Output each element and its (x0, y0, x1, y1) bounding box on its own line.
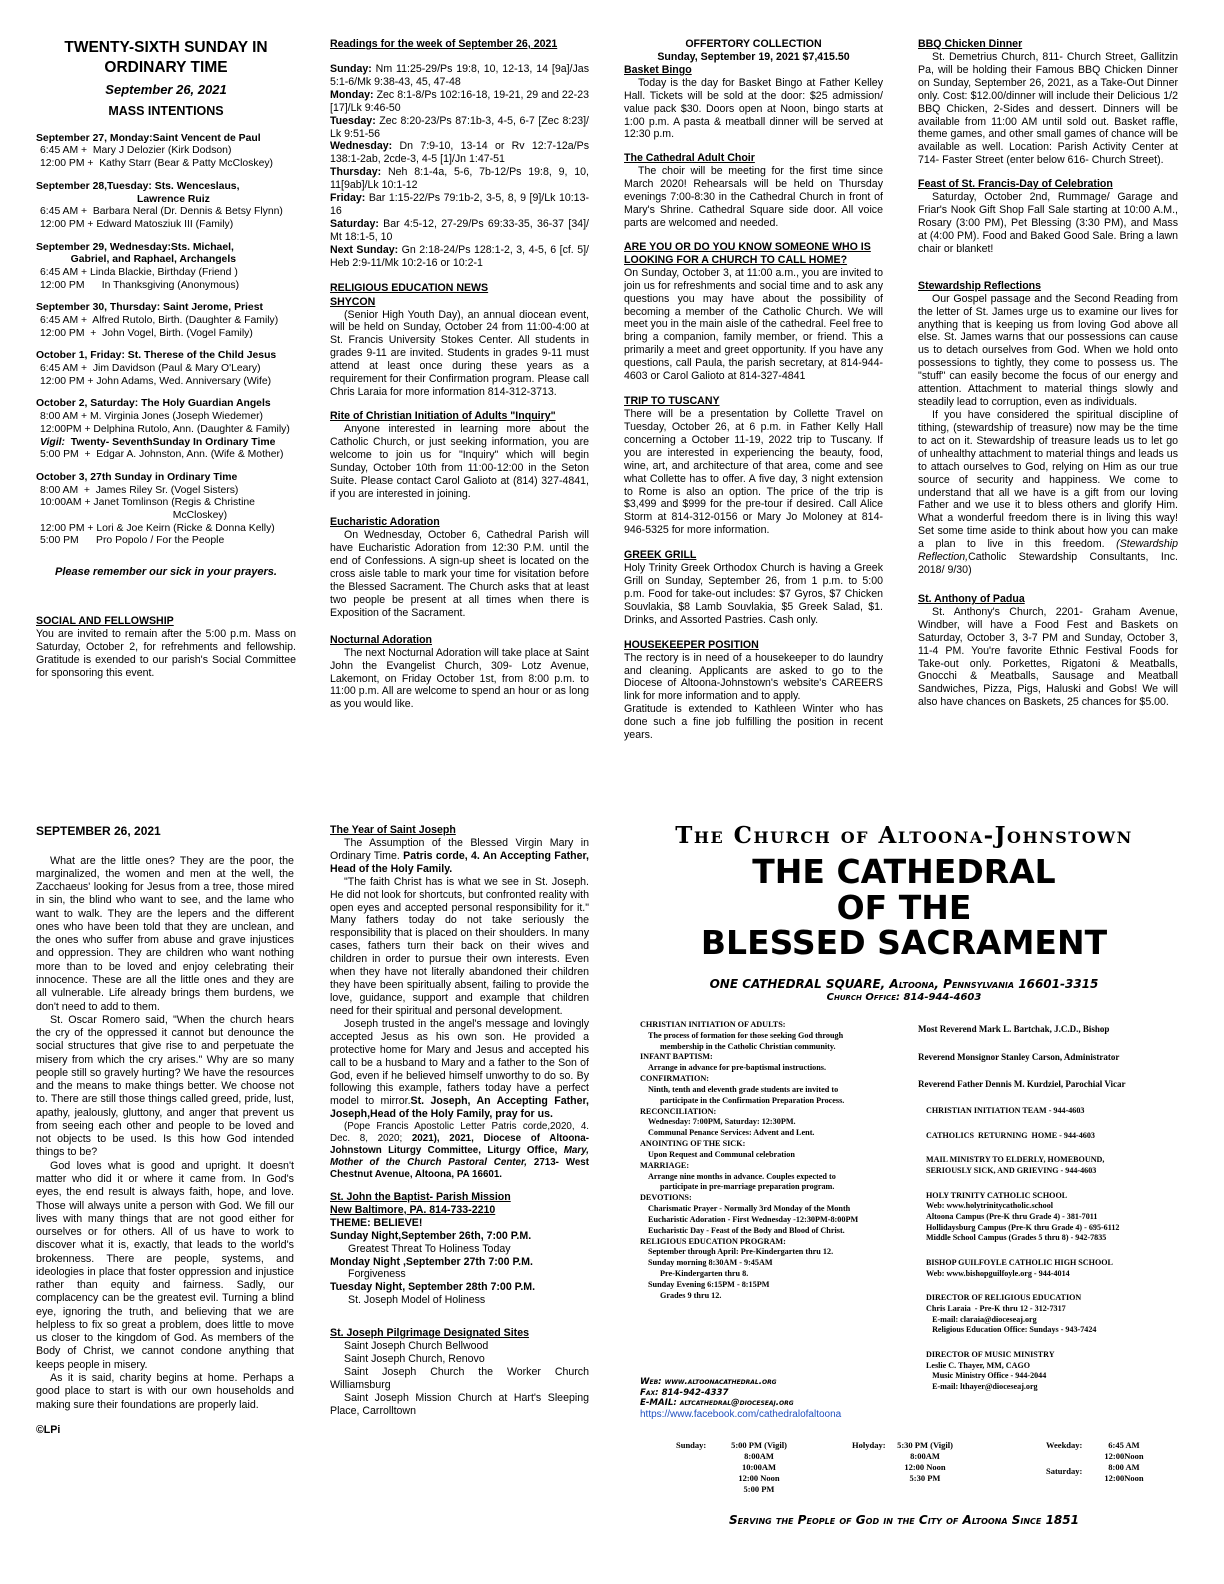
reflection-paragraph: What are the little ones? They are the poor, the marginalized, the women and men at the well, the Zacchaeus' looking for Jesus from a tree, those mired in sin, the blind who want to see, and the lame who want to walk. They are the lepers and the different ones who have been told that they are unclean, and the ones who suffer from abuse and grave injustices and oppression. They are children who want nothing more than to be loved and enjoy celebrating their innocence. These are all the little ones and they are all vulnerable. Life already brings them burdens, we don't need to add to them. (36, 854, 294, 1013)
housekeeper-heading: HOUSEKEEPER POSITION (624, 638, 759, 651)
mass-intention-line: 8:00 AM + James Riley Sr. (Vogel Sisters) (40, 484, 239, 496)
ministry-line: E-mail: claraia@dioceseaj.org (926, 1314, 1037, 1324)
shycon-body: (Senior High Youth Day), an annual diocean event, will be held on Sunday, October 24 from 11:00-4:00 at St. Francis University Stokes Center. All students in grades 9-11 are invited. Students in grades 9-11 must attend at least once during these years as a requirement for their Confirmation program. Please call Chris Laraia for more information 814-312-3713. (330, 308, 589, 399)
social-heading: SOCIAL AND FELLOWSHIP (36, 615, 174, 628)
reading-refs: Bar 4:5-12, 27-29/Ps 69:33-35, 36-37 [34]/ Mt 18:1-5, 10 (330, 217, 589, 243)
pilgrimage-site: Saint Joseph Mission Church at Hart's Sleeping Place, Carrolltown (330, 1391, 589, 1417)
mission-theme: THEME: BELIEVE! (330, 1216, 423, 1229)
ministry-group (926, 1293, 1186, 1336)
ministry-group (926, 1131, 1186, 1142)
mass-intention-line: 12:00 PM + John Adams, Wed. Anniversary (Wife) (40, 375, 272, 387)
shycon-heading: SHYCON (330, 295, 376, 308)
looking-heading: ARE YOU OR DO YOU KNOW SOMEONE WHO IS LOOKING FOR A CHURCH TO CALL HOME? (624, 240, 871, 266)
offertory-total: Sunday, September 19, 2021 $7,415.50 (657, 50, 850, 63)
reading-refs: Gn 2:18-24/Ps 128:1-2, 3, 4-5, 6 [cf. 5]/ Heb 2:9-11/Mk 10:2-16 or 10:2-1 (330, 243, 589, 269)
mass-day-heading: September 29, Wednesday:Sts. Michael, Gabriel, and Raphael, Archangels (36, 241, 236, 266)
ministry-line: SERIOUSLY SICK, AND GRIEVING - 944-4603 (926, 1166, 1097, 1176)
weekday-times (1094, 1440, 1154, 1462)
directory-line: Sunday morning 8:30AM - 9:45AM (648, 1258, 773, 1268)
directory-line: Ninth, tenth and eleventh grade students are invited to (648, 1084, 839, 1094)
email-address[interactable]: E-MAIL: altcathedral@dioceseaj.org (640, 1398, 794, 1409)
holyday-label: Holyday: (852, 1440, 886, 1450)
stewardship-heading: Stewardship Reflections (918, 279, 1042, 292)
looking-body: On Sunday, October 3, at 11:00 a.m., you are invited to join us for refreshments and social time and to ask any questions you may have about the possibility of becoming a member of the Catholic Church. We will meet you in the main aisle of the cathedral. Feel free to bring a companion, family member, or friend. This a primarily a meet and greet opportunity. If you have any questions, call Paula, the parish secretary, at 814-944-4603 or Carol Galioto at 814-327-4841 (624, 266, 883, 383)
schedule-time: 12:00 Noon (904, 1462, 946, 1473)
directory-line: INFANT BAPTISM: (640, 1052, 713, 1062)
mass-day-heading: October 1, Friday: St. Therese of the Child Jesus (36, 350, 277, 362)
reading-refs: Dn 7:9-10, 13-14 or Rv 12:7-12a/Ps 138:1-2ab, 2cde-3, 4-5 [1]/Jn 1:47-51 (330, 140, 589, 166)
schedule-time: 8:00AM (744, 1451, 774, 1462)
contact-block (640, 1377, 910, 1422)
ministry-line: Web: www.holytrinitycatholic.school (926, 1201, 1054, 1211)
directory-line: CHRISTIAN INITIATION OF ADULTS: (640, 1020, 786, 1029)
mass-intention-line: 6:45 AM + Mary J Delozier (Kirk Dodson) (40, 145, 232, 157)
facebook-link[interactable]: https://www.facebook.com/cathedralofaltoona (640, 1409, 842, 1421)
housekeeper-body: The rectory is in need of a housekeeper to do laundry and cleaning. Applicants are asked to go to the Diocese of Altoona-Johnstown's website's CAREERS link for more information and to apply. (624, 651, 883, 703)
mission-topic: St. Joseph Model of Holiness (348, 1294, 486, 1307)
mission-topic: Greatest Threat To Holiness Today (348, 1242, 511, 1255)
schedule-time: 6:45 AM (1108, 1440, 1140, 1450)
sunday-date: September 26, 2021 (105, 81, 227, 97)
mass-intention-line: 6:45 AM + Alfred Rutolo, Birth. (Daughter & Family) (40, 315, 279, 327)
sunday-title: TWENTY-SIXTH SUNDAY IN ORDINARY TIME (64, 39, 268, 76)
ministry-line: MAIL MINISTRY TO ELDERLY, HOMEBOUND, (926, 1155, 1105, 1165)
tuscany-body: There will be a presentation by Collette Travel on Tuesday, October 26, at 6 p.m. in Father Kelly Hall concerning a October 11-19, 2022 trip to Tuscany. If you are interested in experiencing the beauty, food, wine, art, and architecture of that area, come and see what Collette has to offer. A five day, 3 night extension to Rome is also an option. The price of the trip is $3,499 and $999 for the pre-tour if desired. Call Alice Storm at 814-312-0156 or Mary Jo Moloney at 814-946-5325 for more information. (624, 407, 883, 537)
ministry-line: Web: www.bishopguilfoyle.org - 944-4014 (926, 1268, 1070, 1278)
mission-heading-2: New Baltimore, PA. 814-733-2210 (330, 1203, 496, 1216)
ministry-line: Chris Laraia - Pre-K thru 12 - 312-7317 (926, 1304, 1066, 1314)
ministry-line: E-mail: lthayer@dioceseaj.org (926, 1382, 1038, 1392)
directory-line: RECONCILIATION: (640, 1106, 717, 1116)
ministry-group (926, 1350, 1186, 1393)
fax-number: Fax: 814-942-4337 (640, 1387, 729, 1398)
cathedral-address: ONE CATHEDRAL SQUARE, Altoona, Pennsylvania 16601-3315 (709, 976, 1099, 991)
saturday-label: Saturday: (1046, 1466, 1083, 1476)
ministry-group (926, 1155, 1186, 1176)
schedule-time: 12:00 Noon (738, 1473, 780, 1484)
reading-day: Friday: (330, 192, 366, 205)
reading-day: Monday: (330, 88, 374, 101)
sunday-label: Sunday: (676, 1440, 707, 1450)
directory-line: participate in pre-marriage preparation program. (660, 1182, 835, 1192)
ministry-line: DIRECTOR OF MUSIC MINISTRY (926, 1350, 1055, 1360)
reading-line (330, 218, 589, 244)
reflection-paragraph: St. Oscar Romero said, "When the church hears the cry of the oppressed it cannot but denounce the social structures that give rise to and perpetuate the misery from which the cry arises." Why are so many people still so gravely hurting? We have the resources and the means to make things better. We choose not to. There are still those things called greed, pride, lust, apathy, jealously, gluttony, and anger that prevent us from seeing each other and people to be loved and not objects to be used. Is this how God intended things to be? (36, 1013, 294, 1159)
mass-intention-line: Vigil: Twenty- SeventhSunday In Ordinary Time (40, 436, 276, 448)
directory-line: CONFIRMATION: (640, 1074, 709, 1084)
directory-line: membership in the Catholic Christian community. (660, 1041, 836, 1051)
housekeeper-gratitude: Gratitude is extended to Kathleen Winter who has done such a fine job fulfilling the position in recent years. (624, 703, 883, 742)
footer-motto: Serving the People of God in the City of Altoona Since 1851 (729, 1513, 1079, 1527)
mass-intention-line: 6:45 AM + Linda Blackie, Birthday (Friend ) (40, 266, 238, 278)
mass-intention-line: 6:45 AM + Jim Davidson (Paul & Mary O'Leary) (40, 363, 261, 375)
schedule-time: 5:00 PM (Vigil) (731, 1440, 787, 1450)
tuscany-heading: TRIP TO TUSCANY (624, 395, 720, 408)
mass-intention-line: McCloskey) (40, 509, 228, 521)
joseph-quote: "The faith Christ has is what we see in St. Joseph. He did not look for shortcuts, but confronted reality with open eyes and accepted personal responsibility for it." Many fathers today do not take seriously the responsibility that is placed on their shoulders. In many cases, fathers turn their back on their wives and children in order to pursue their own interests. Even when they have not literally abandoned their children they have been spiritually absent, failing to provide the love, guidance, support and example that children need for their spiritual and personal development. (330, 875, 589, 1017)
saturday-times (1094, 1462, 1154, 1484)
ministry-line: BISHOP GUILFOYLE CATHOLIC HIGH SCHOOL (926, 1258, 1113, 1268)
reading-line (330, 115, 589, 141)
mission-schedule (330, 1230, 589, 1308)
ministry-group (926, 1258, 1186, 1279)
mass-intentions-heading: MASS INTENTIONS (108, 103, 224, 118)
choir-heading: The Cathedral Adult Choir (624, 152, 755, 165)
reading-refs: Nm 11:25-29/Ps 19:8, 10, 12-13, 14 [9a]/Jas 5:1-6/Mk 9:38-43, 45, 47-48 (330, 62, 589, 88)
social-body: You are invited to remain after the 5:00 p.m. Mass on Saturday, October 2, for refrehments and fellowship. Gratitude is exended to our parish's Social Committee for sponsoring this event. (36, 628, 296, 680)
mass-day-heading: September 27, Monday:Saint Vencent de Paul (36, 132, 261, 144)
reading-line (330, 192, 589, 218)
mass-day-heading: September 28,Tuesday: Sts. Wenceslaus, Lawrence Ruiz (36, 180, 240, 205)
schedule-time: 5:30 PM (Vigil) (897, 1440, 953, 1450)
bingo-body: Today is the day for Basket Bingo at Father Kelley Hall. Tickets will be sold at the door: $25 admission/ value pack $30. Doors open at Noon, bingo starts at 1:00 p.m. A pasta & meatball dinner will be served at 12:30 p.m. (624, 76, 883, 141)
nocturnal-heading: Nocturnal Adoration (330, 633, 433, 646)
schedule-time: 8:00 AM (1108, 1462, 1140, 1472)
reading-day: Tuesday: (330, 114, 376, 127)
mass-intention-line: 5:00 PM Pro Popolo / For the People (40, 535, 225, 547)
pilgrimage-site: Saint Joseph Church, Renovo (344, 1353, 485, 1366)
mass-intentions-list (36, 133, 296, 548)
saint-joseph-column (330, 824, 589, 1418)
church-of-title: The Church of Altoona-Johnstown (675, 822, 1133, 849)
directory-line: September through April: Pre-Kindergarten thru 12. (648, 1247, 834, 1257)
ministry-group (926, 1191, 1186, 1244)
mass-intention-line: 6:45 AM + Barbara Neral (Dr. Dennis & Betsy Flynn) (40, 206, 283, 218)
sunday-times (724, 1440, 794, 1495)
holyday-times (890, 1440, 960, 1484)
joseph-citation: (Pope Francis Apostolic Letter Patris corde,2020, 4. Dec. 8, 2020; 2021), 2021, Diocese of Altoona-Johnstown Liturgy Committee, Liturgy Office, Mary, Mother of the Church Pastoral Center, 2713- West Chestnut Avenue, Altoona, PA 16601. (330, 1121, 589, 1180)
reading-day: Saturday: (330, 217, 379, 230)
bingo-heading: Basket Bingo (624, 63, 692, 76)
mass-intention-line: 12:00 PM In Thanksgiving (Anonymous) (40, 279, 240, 291)
directory-line: Grades 9 thru 12. (660, 1290, 722, 1300)
reading-line (330, 63, 589, 89)
stewardship-cite: (Stewardship Reflection, (918, 538, 1178, 564)
joseph-heading: The Year of Saint Joseph (330, 824, 456, 836)
mass-intention-line: 12:00 PM + Lori & Joe Keirn (Ricke & Donna Kelly) (40, 522, 275, 534)
eucharistic-heading: Eucharistic Adoration (330, 516, 440, 529)
reading-refs: Bar 1:15-22/Ps 79:1b-2, 3-5, 8, 9 [9]/Lk 10:13-16 (330, 192, 589, 218)
francis-heading: Feast of St. Francis-Day of Celebration (918, 178, 1113, 191)
vigil-label: Vigil: (40, 436, 66, 448)
directory-line: Upon Request and Communal celebration (648, 1149, 795, 1159)
mass-intention-line: 12:00 PM + John Vogel, Birth. (Vogel Family) (40, 327, 253, 339)
pilgrimage-site: Saint Joseph Church Bellwood (344, 1340, 489, 1353)
mission-date: Tuesday Night, September 28th 7:00 P.M. (330, 1281, 536, 1294)
stewardship-body-1: Our Gospel passage and the Second Reading from the letter of St. James urge us to examine our lives for anything that is keeping us from loving God above all else. St. James warns that our possessions can cause us to detach ourselves from God. When we hold onto possessions to tightly, they come to possess us. The "stuff" can easily become the focus of our energy and attention. Attachment to material things slowly and steadily lead to corruption, even as individuals. (918, 292, 1178, 409)
ministry-line: Leslie C. Thayer, MM, CAGO (926, 1360, 1031, 1370)
ministry-line: CHRISTIAN INITIATION TEAM - 944-4603 (926, 1106, 1085, 1115)
mission-topic: Forgiveness (348, 1268, 406, 1281)
ministry-line: CATHOLICS RETURNING HOME - 944-4603 (926, 1130, 1095, 1140)
religious-ed-heading: RELIGIOUS EDUCATION NEWS (330, 281, 489, 294)
reading-day: Thursday: (330, 166, 382, 179)
website[interactable]: Web: www.altoonacathedral.org (640, 1377, 777, 1387)
mission-heading-1: St. John the Baptist- Parish Mission (330, 1190, 511, 1203)
ministry-line: DIRECTOR OF RELIGIOUS EDUCATION (926, 1293, 1082, 1303)
reading-refs: Neh 8:1-4a, 5-6, 7b-12/Ps 19:8, 9, 10, 11[9ab]/Lk 10:1-12 (330, 166, 589, 192)
reading-refs: Zec 8:20-23/Ps 87:1b-3, 4-5, 6-7 [Zec 8:23]/ Lk 9:51-56 (330, 114, 589, 140)
ministry-line: Religious Education Office: Sundays - 943-7424 (926, 1325, 1097, 1335)
schedule-time: 5:00 PM (743, 1484, 775, 1495)
mass-day-heading: September 30, Thursday: Saint Jerome, Priest (36, 302, 263, 314)
directory-line: Wednesday: 7:00PM, Saturday: 12:30PM. (648, 1117, 796, 1127)
directory-line: ANOINTING OF THE SICK: (640, 1139, 746, 1149)
greek-grill-body: Holy Trinity Greek Orthodox Church is having a Greek Grill on Sunday, September 26, from 1 p.m. to 5:00 p.m. Food for take-out includes: $7 Gyros, $7 Chicken Souvlakia, $8 Lamb Souvlakia, $5 Greek Salad, $1. Drinks, and Assorted Pastries. Cash only. (624, 562, 883, 626)
bbq-body: St. Demetrius Church, 811- Church Street, Gallitzin Pa, will be holding their Famous BBQ Chicken Dinner on Sunday, September 26, 2021, as a Take-Out Dinner only. Cost: $12.00/dinner will include their Delicious 1/2 BBQ Chicken, 2-Sides and dessert. Dinners will be available from 11:00 AM until sold out. Basket raffle, theme games, and other small games of chance will be available as well. Location: Parish Activity Center at 714- Faster Street (enter below 616- Church Street). (918, 50, 1178, 167)
church-office-phone: Church Office: 814-944-4603 (826, 991, 982, 1003)
ministry-line: HOLY TRINITY CATHOLIC SCHOOL (926, 1190, 1068, 1200)
schedule-time: 8:00AM (910, 1451, 940, 1462)
lpi-credit: ©LPi (36, 1423, 61, 1436)
pilgrimage-sites (330, 1340, 589, 1418)
directory-line: The process of formation for those seeking God through (648, 1030, 844, 1040)
ministry-line: Middle School Campus (Grades 5 thru 8) - 942-7835 (926, 1233, 1107, 1243)
ministry-line: Music Ministry Office - 944-2044 (926, 1371, 1047, 1381)
mass-day-heading: October 3, 27th Sunday in Ordinary Time (36, 471, 238, 483)
greek-grill-heading: GREEK GRILL (624, 549, 697, 562)
directory-line: Charismatic Prayer - Normally 3rd Monday of the Month (648, 1204, 851, 1214)
clergy-name: Most Reverend Mark L. Bartchak, J.C.D., Bishop (918, 1024, 1110, 1034)
schedule-time: 12:00Noon (1104, 1451, 1144, 1462)
announcements-column (624, 38, 883, 742)
mass-intention-line: 12:00PM + Delphina Rutolo, Ann. (Daughter & Family) (40, 423, 290, 435)
cathedral-title: THE CATHEDRAL OF THE BLESSED SACRAMENT (700, 852, 1108, 963)
anthony-heading: St. Anthony of Padua (918, 592, 1025, 605)
reflection-date: SEPTEMBER 26, 2021 (36, 824, 161, 838)
clergy-name: Reverend Father Dennis M. Kurdziel, Parochial Vicar (918, 1079, 1126, 1090)
directory-line: MARRIAGE: (640, 1160, 690, 1170)
services-directory (640, 1020, 900, 1302)
weekday-label: Weekday: (1046, 1440, 1083, 1450)
directory-line: Sunday Evening 6:15PM - 8:15PM (648, 1279, 770, 1289)
reading-day: Next Sunday: (330, 243, 399, 256)
reflection-paragraph: God loves what is good and upright. It doesn't matter who did it or where it came from. In God's eyes, the end result is always faith, hope, and love. Those will always unite a person with God. We fill our lives with many things that are not good either for ourselves or for others. All of us have to work to discover what it is, exactly, that leads to the world's brokenness. There are people, systems, and ideologies in place that foster oppression and injustice rather than equity and fairness. Sadly, our complacency can be the greatest evil. Turning a blind eye, ignoring the truth, and believing that we are helpless to fix so great a problem, does little to move us closer to the kingdom of God. As members of the Body of Christ, we cannot condone anything that keeps people in misery. (36, 1159, 294, 1371)
eucharistic-body: On Wednesday, October 6, Cathedral Parish will have Eucharistic Adoration from 12:30 P.M. until the end of Confessions. A sign-up sheet is located on the cross aisle table to mark your time for visitation before the Blessed Sacrament. The Church asks that at least two people be present at all times when there is Exposition of the Sacrament. (330, 529, 589, 619)
mass-intention-line: 10:00AM + Janet Tomlinson (Regis & Christine (40, 497, 255, 509)
schedule-time: 12:00Noon (1104, 1473, 1144, 1484)
ministry-line: Altoona Campus (Pre-K thru Grade 4) - 381-7011 (926, 1212, 1098, 1222)
mass-intention-line: 12:00 PM + Kathy Starr (Bear & Patty McCloskey) (40, 158, 274, 170)
sick-prayer-note: Please remember our sick in your prayers. (55, 566, 277, 579)
reading-refs: Zec 8:1-8/Ps 102:16-18, 19-21, 29 and 22-23 [17]/Lk 9:46-50 (330, 88, 589, 114)
mission-date: Sunday Night,September 26th, 7:00 P.M. (330, 1229, 532, 1242)
directory-line: Pre-Kindergarten thru 8. (660, 1269, 749, 1279)
ministry-group (926, 1106, 1186, 1117)
reflection-column (36, 824, 294, 1437)
ministry-line: Hollidaysburg Campus (Pre-K thru Grade 4) - 695-6112 (926, 1222, 1120, 1232)
directory-line: Eucharistic Day - Feast of the Body and Blood of Christ. (648, 1225, 845, 1235)
offertory-heading: OFFERTORY COLLECTION (685, 38, 822, 50)
events-column (918, 38, 1178, 709)
directory-line: participate in the Confirmation Preparation Process. (660, 1095, 845, 1105)
pilgrimage-heading: St. Joseph Pilgrimage Designated Sites (330, 1327, 529, 1340)
directory-line: RELIGIOUS EDUCATION PROGRAM: (640, 1236, 786, 1246)
anthony-body: St. Anthony's Church, 2201- Graham Avenue, Windber, will have a Food Fest and Baskets on Saturday, October 3, 3-7 PM and Sunday, October 3, 11-4 PM. You're favorite Ethnic Festival Foods for Take-out only. Porkettes, Rigatoni & Meatballs, Gnocchi & Meatballs, Sausage and Meatball Sandwiches, Pizza, Pigs, Haluski and Gobs! We will also have chances on Baskets, 25 chances for $5.00. (918, 605, 1178, 709)
clergy-name: Reverend Monsignor Stanley Carson, Administrator (918, 1051, 1120, 1062)
reading-line (330, 140, 589, 166)
schedule-time: 10:00AM (742, 1462, 776, 1473)
nocturnal-body: The next Nocturnal Adoration will take place at Saint John the Evangelist Church, 309- Lotz Avenue, Lakemont, on Friday October 1st, from 8:00 p.m. to 11:00 p.m. All are welcome to spend an hour or as long as you would like. (330, 646, 589, 711)
directory-line: Arrange nine months in advance. Couples expected to (648, 1171, 836, 1181)
readings-heading: Readings for the week of September 26, 2021 (330, 38, 558, 50)
rcia-heading: Rite of Christian Initiation of Adults "Inquiry" (330, 409, 556, 422)
joseph-trust: Joseph trusted in the angel's message and lovingly accepted Jesus as his own son. He provided a protective home for Mary and Jesus and accepted his call to be a husband to Mary and a father to the Son of God, even if he believed himself unworthy to do so. By following this example, fathers today have a perfect model to mirror.St. Joseph, An Accepting Father, Joseph,Head of the Holy Family, pray for us. (330, 1017, 589, 1121)
rcia-body: Anyone interested in learning more about the Catholic Church, or just seeking information, you are welcome to join us for "Inquiry" which will begin Sunday, October 10th from 11:00-12:00 in the Seton Suite. Please contact Carol Galioto at (814) 327-4841, if you are interested in joining. (330, 422, 589, 500)
reading-line (330, 89, 589, 115)
directory-line: Arrange in advance for pre-baptismal instructions. (648, 1063, 827, 1073)
stewardship-body-2: If you have considered the spiritual discipline of tithing, (stewardship of treasure) now may be the time to act on it. Stewardship of treasure leads us to let go of unhealthy attachment to material things and leads us to attach ourselves to God, relying on Him as our true source of security and happiness. We come to understand that all we have is a gift from our loving Father and we use it to bless others and glorify Him. What a wonderful freedom there is in living this way! Set some time aside to think about how you can make a plan to live in this freedom. (Stewardship Reflection,Catholic Stewardship Consultants, Inc. 2018/ 9/30) (918, 408, 1178, 577)
pilgrimage-site: Saint Joseph Church the Worker Church Williamsburg (330, 1365, 589, 1391)
mass-intention-line: 5:00 PM + Edgar A. Johnston, Ann. (Wife & Mother) (40, 449, 284, 461)
reflection-text (36, 855, 294, 1412)
directory-line: DEVOTIONS: (640, 1193, 692, 1203)
ministries-list (926, 1106, 1186, 1393)
joseph-intro: The Assumption of the Blessed Virgin Mary in Ordinary Time. Patris corde, 4. An Accepting Father, Head of the Holy Family. (330, 836, 589, 875)
mass-intention-line: 12:00 PM + Edward Matosziuk III (Family) (40, 218, 234, 230)
reading-day: Wednesday: (330, 140, 393, 153)
readings-column (330, 38, 589, 711)
mass-day-heading: October 2, Saturday: The Holy Guardian Angels (36, 398, 271, 410)
francis-body: Saturday, October 2nd, Rummage/ Garage and Friar's Nook Gift Shop Fall Sale starting at 10:00 A.M., Rosary (3:00 PM), Pet Blessing (3:30 PM), and Mass at (4:00 PM). Food and Baked Good Sale. Bring a lawn chair or blanket! (918, 191, 1178, 255)
choir-body: The choir will be meeting for the first time since March 2020! Rehearsals will be held on Thursday evenings 7:00-8:30 in the Cathedral Church in front of Mary's Shrine. Cathedral Square side door. All voice parts are welcomed and needed. (624, 165, 883, 229)
reading-line (330, 166, 589, 192)
mass-intentions-column (36, 38, 296, 680)
directory-line: Eucharistic Adoration - First Wednesday -12:30PM-8:00PM (648, 1214, 859, 1224)
reading-day: Sunday: (330, 62, 372, 75)
readings-list (330, 63, 589, 270)
reflection-paragraph: As it is said, charity begins at home. Perhaps a good place to start is with our own households and making sure their foundations are properly laid. (36, 1371, 294, 1411)
bbq-heading: BBQ Chicken Dinner (918, 38, 1023, 50)
clergy-list (918, 1024, 1188, 1091)
reading-line (330, 244, 589, 270)
directory-line: Communal Penance Services: Advent and Lent. (648, 1128, 815, 1138)
schedule-time: 5:30 PM (909, 1473, 941, 1484)
mission-date: Monday Night ,September 27th 7:00 P.M. (330, 1255, 533, 1268)
masthead (624, 822, 1184, 1004)
mass-intention-line: 8:00 AM + M. Virginia Jones (Joseph Wiedemer) (40, 411, 264, 423)
